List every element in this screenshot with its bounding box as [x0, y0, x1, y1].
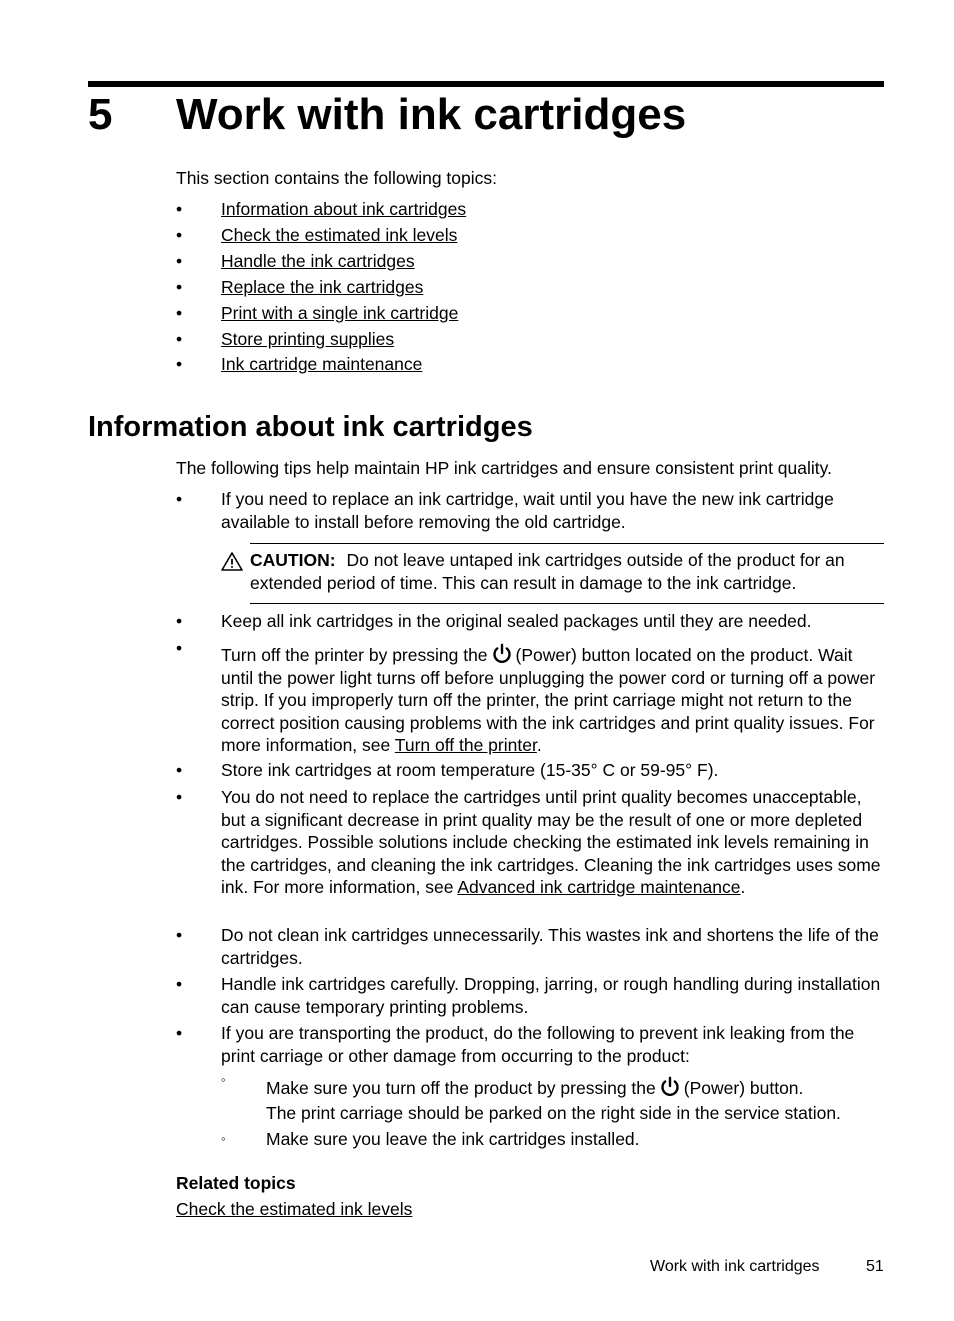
- bullet: •: [176, 489, 183, 509]
- sub-tip-installed: Make sure you leave the ink cartridges installed.: [266, 1129, 640, 1149]
- bullet: •: [176, 974, 183, 994]
- sub-bullet: ◦: [221, 1131, 226, 1146]
- topic-link[interactable]: Handle the ink cartridges: [221, 251, 415, 271]
- caution-text: [250, 549, 884, 595]
- related-topics-heading: Related topics: [176, 1173, 296, 1193]
- tip-text: (Power) button located on the product. Wait until the power light turns off before unplugging the power cord or turning off a power strip. If you improperly turn off the printer, the print carriage might not return to the correct position causing problems with the ink cartridges and print quality issues. For more information, see: [221, 645, 876, 755]
- tip-turn-off: [221, 643, 885, 757]
- bullet: •: [176, 199, 183, 219]
- section-heading: Information about ink cartridges: [88, 411, 533, 443]
- sub-tip-carriage: The print carriage should be parked on the right side in the service station.: [266, 1103, 841, 1123]
- tip-temperature: Store ink cartridges at room temperature (15-35° C or 59-95° F).: [221, 760, 719, 780]
- tip-replace-quality: [221, 786, 885, 899]
- related-link[interactable]: Check the estimated ink levels: [176, 1199, 413, 1219]
- tip-handle: Handle ink cartridges carefully. Dropping, jarring, or rough handling during installation can cause temporary printing problems.: [221, 974, 881, 1017]
- tip-sealed: Keep all ink cartridges in the original sealed packages until they are needed.: [221, 611, 812, 631]
- bullet: •: [176, 760, 183, 780]
- tip-text: .: [740, 877, 746, 897]
- tip-text: .: [536, 735, 542, 755]
- tip-text: Turn off the printer by pressing the: [221, 645, 488, 665]
- footer-title: Work with ink cartridges: [650, 1258, 820, 1275]
- power-icon: [491, 643, 513, 665]
- caution-label: CAUTION:: [250, 550, 336, 570]
- topic-link[interactable]: Check the estimated ink levels: [221, 225, 458, 245]
- chapter-number: 5: [88, 90, 113, 139]
- bullet: •: [176, 354, 183, 374]
- tip-clean: Do not clean ink cartridges unnecessarily. This wastes ink and shortens the life of the cartridges.: [221, 925, 879, 968]
- chapter-rule: [88, 81, 884, 87]
- topic-link[interactable]: Ink cartridge maintenance: [221, 354, 423, 374]
- turn-off-printer-link[interactable]: Turn off the printer: [394, 735, 537, 755]
- section-lead: The following tips help maintain HP ink cartridges and ensure consistent print quality.: [176, 458, 832, 478]
- caution-message: Do not leave untaped ink cartridges outside of the product for an extended period of time. This can result in damage to the ink cartridge.: [250, 550, 845, 593]
- power-icon: [659, 1076, 681, 1098]
- tip-text: You do not need to replace the cartridges until print quality becomes unacceptable, but a significant decrease in print quality may be the result of one or more depleted cartridges. Possible solutions include checking the estimated ink levels remaining in the cartridges, and cleaning the ink cartridges. Cleaning the ink cartridges uses some ink. For more information, see: [221, 787, 881, 897]
- topic-link[interactable]: Information about ink cartridges: [221, 199, 467, 219]
- bullet: •: [176, 251, 183, 271]
- bullet: •: [176, 925, 183, 945]
- sub-bullet: ◦: [221, 1072, 226, 1087]
- bullet: •: [176, 611, 183, 631]
- tip-text: Make sure you turn off the product by pressing the: [266, 1078, 656, 1098]
- topic-link[interactable]: Store printing supplies: [221, 329, 395, 349]
- bullet: •: [176, 638, 183, 658]
- bullet: •: [176, 787, 183, 807]
- topic-link[interactable]: Replace the ink cartridges: [221, 277, 424, 297]
- bullet: •: [176, 303, 183, 323]
- chapter-title: Work with ink cartridges: [176, 90, 687, 139]
- tip-replace: If you need to replace an ink cartridge, wait until you have the new ink cartridge available to install before removing the old cartridge.: [221, 489, 834, 532]
- tip-text: (Power) button.: [683, 1078, 804, 1098]
- bullet: •: [176, 225, 183, 245]
- intro-text: This section contains the following topics:: [176, 168, 497, 188]
- tip-transport: If you are transporting the product, do the following to prevent ink leaking from the print carriage or other damage from occurring to the product:: [221, 1023, 855, 1066]
- topic-link[interactable]: Print with a single ink cartridge: [221, 303, 459, 323]
- bullet: •: [176, 1023, 183, 1043]
- warning-triangle-icon: [221, 551, 243, 571]
- page-number: 51: [866, 1258, 884, 1275]
- sub-tip-power-off: [266, 1076, 886, 1100]
- bullet: •: [176, 329, 183, 349]
- bullet: •: [176, 277, 183, 297]
- advanced-maintenance-link[interactable]: Advanced ink cartridge maintenance: [457, 877, 741, 897]
